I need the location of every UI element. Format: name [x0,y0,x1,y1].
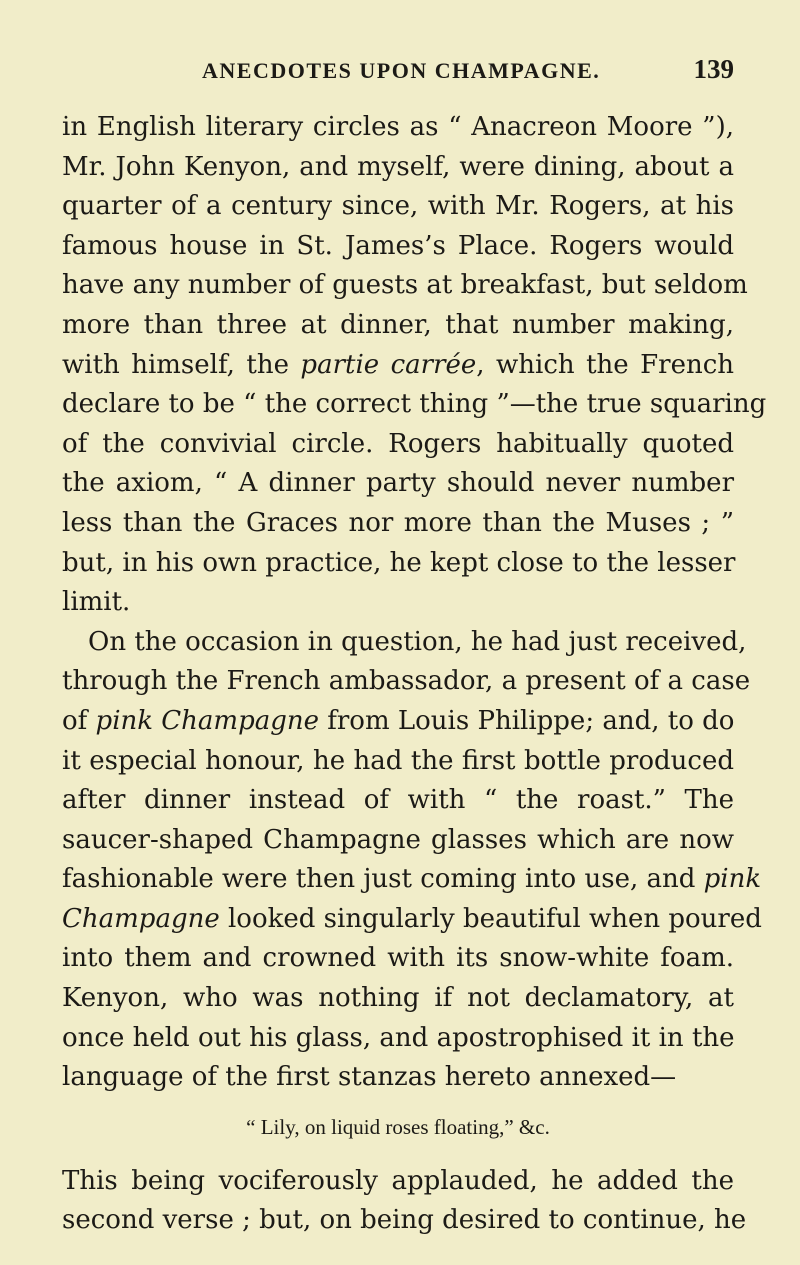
text-line: through the French ambassador, a present of a case [62,666,751,697]
text-line: On the occasion in question, he had just received, [88,626,747,657]
text-line: quarter of a century since, with Mr. Rogers, at his [62,191,734,222]
page-number: 139 [693,54,734,84]
paragraph-3 [62,1162,747,1241]
body-text [62,108,767,1241]
text-line: with himself, the partie carrée, which the French [62,349,735,380]
text-line: once held out his glass, and apostrophised it in the [62,1022,735,1053]
text-line: This being vociferously applauded, he added the [62,1165,734,1196]
text-line: Champagne looked singularly beautiful when poured [62,903,762,934]
text-line: but, in his own practice, he kept close to the lesser [62,547,736,578]
text-line: saucer-shaped Champagne glasses which are now [62,824,734,855]
page-header [62,50,734,90]
paragraph-2 [62,623,762,1098]
verse-quotation: “ Lily, on liquid roses floating,” &c. [246,1114,550,1139]
text-line: second verse ; but, on being desired to continue, he [62,1205,747,1236]
text-line: famous house in St. James’s Place. Rogers would [62,230,734,261]
text-line: of the convivial circle. Rogers habitually quoted [62,428,734,459]
running-head: ANECDOTES UPON CHAMPAGNE. [202,58,601,83]
text-line: more than three at dinner, that number making, [62,309,734,340]
text-line: it especial honour, he had the first bottle produced [62,745,734,776]
text-line: declare to be “ the correct thing ”—the true squaring [62,389,767,420]
text-line: into them and crowned with its snow-white foam. [62,943,734,974]
text-line: of pink Champagne from Louis Philippe; and, to do [62,705,735,736]
text-line: limit. [62,587,131,618]
text-line: the axiom, “ A dinner party should never number [62,468,734,499]
text-line: language of the first stanzas hereto annexed— [62,1062,677,1093]
text-line: after dinner instead of with “ the roast.” The [62,785,734,816]
text-line: less than the Graces nor more than the Muses ; ” [62,507,734,538]
text-line: Mr. John Kenyon, and myself, were dining, about a [62,151,734,182]
text-line: in English literary circles as “ Anacreon Moore ”), [62,112,734,142]
text-line: have any number of guests at breakfast, but seldom [62,270,748,301]
paragraph-1 [62,108,767,623]
text-line: Kenyon, who was nothing if not declamatory, at [62,983,734,1014]
text-line: fashionable were then just coming into use, and pink [62,864,762,895]
